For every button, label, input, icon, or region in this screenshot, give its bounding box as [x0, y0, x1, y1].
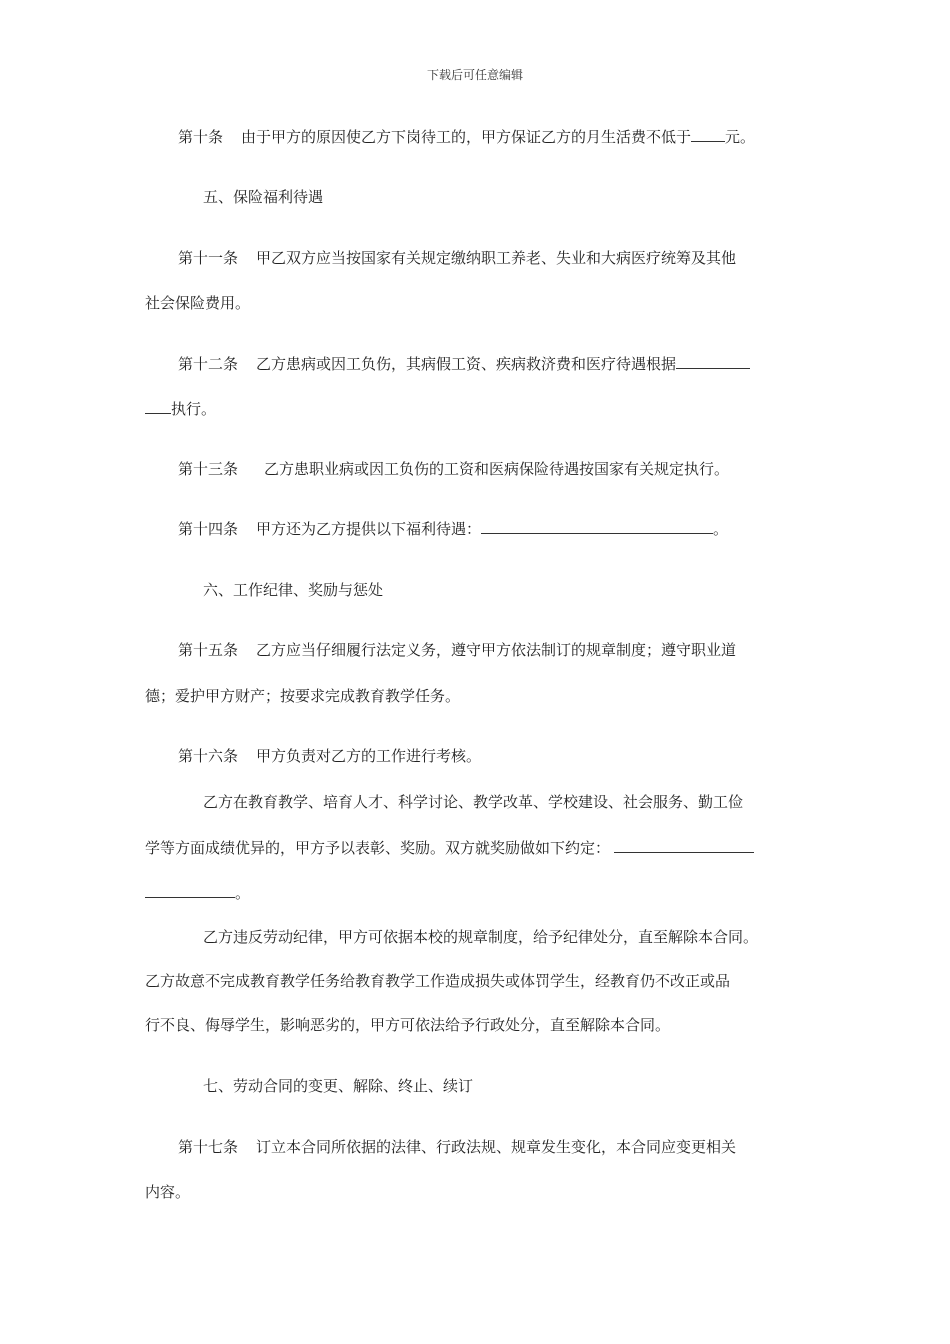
reward-paragraph-line-2	[145, 838, 754, 858]
article-text: 由于甲方的原因使乙方下岗待工的，甲方保证乙方的月生活费不低于	[241, 128, 692, 146]
article-text: 甲乙双方应当按国家有关规定缴纳职工养老、失业和大病医疗统筹及其他	[256, 249, 737, 267]
fill-blank	[614, 838, 754, 853]
article-17-cont: 内容。	[145, 1183, 191, 1201]
discipline-paragraph-line-2: 乙方故意不完成教育教学任务给教育教学工作造成损失或体罚学生，经教育仍不改正或品	[145, 972, 731, 990]
article-11	[178, 248, 736, 268]
article-tail: 。	[713, 520, 729, 538]
article-16	[178, 746, 481, 766]
article-text: 乙方应当仔细履行法定义务，遵守甲方依法制订的规章制度；遵守职业道	[256, 641, 737, 659]
reward-paragraph-line-3	[145, 883, 250, 903]
article-12-cont	[145, 399, 216, 419]
article-label: 第十七条	[178, 1138, 239, 1156]
article-text: 乙方患职业病或因工负伤的工资和医病保险待遇按国家有关规定执行。	[264, 460, 730, 478]
article-13	[178, 459, 729, 479]
article-15	[178, 640, 736, 660]
fill-blank	[145, 883, 235, 898]
fill-blank	[145, 399, 171, 414]
article-14	[178, 519, 728, 539]
article-text: 甲方还为乙方提供以下福利待遇：	[256, 520, 482, 538]
reward-paragraph-line-1: 乙方在教育教学、培育人才、科学讨论、教学改革、学校建设、社会服务、勤工俭	[203, 793, 744, 811]
section-heading-7: 七、劳动合同的变更、解除、终止、续订	[203, 1077, 474, 1095]
reward-tail: 。	[235, 884, 251, 902]
fill-blank	[481, 519, 713, 534]
discipline-paragraph-line-3: 行不良、侮辱学生，影响恶劣的，甲方可依法给予行政处分，直至解除本合同。	[145, 1016, 671, 1034]
fill-blank	[676, 354, 750, 369]
article-label: 第十二条	[178, 355, 239, 373]
reward-text: 学等方面成绩优异的，甲方予以表彰、奖励。双方就奖励做如下约定：	[145, 839, 611, 857]
article-text: 乙方患病或因工负伤，其病假工资、疾病救济费和医疗待遇根据	[256, 355, 677, 373]
discipline-paragraph-line-1: 乙方违反劳动纪律，甲方可依据本校的规章制度，给予纪律处分，直至解除本合同。	[203, 928, 759, 946]
section-heading-6: 六、工作纪律、奖励与惩处	[203, 581, 384, 599]
article-tail: 元。	[725, 128, 756, 146]
article-text: 订立本合同所依据的法律、行政法规、规章发生变化，本合同应变更相关	[256, 1138, 737, 1156]
page-header: 下载后可任意编辑	[426, 68, 523, 82]
article-label: 第十六条	[178, 747, 239, 765]
article-17	[178, 1137, 736, 1157]
article-label: 第十三条	[178, 460, 239, 478]
article-12	[178, 354, 750, 374]
article-label: 第十一条	[178, 249, 239, 267]
article-15-cont: 德；爱护甲方财产；按要求完成教育教学任务。	[145, 687, 461, 705]
section-heading-5: 五、保险福利待遇	[203, 188, 324, 206]
article-label: 第十条	[178, 128, 224, 146]
article-11-cont: 社会保险费用。	[145, 294, 251, 312]
fill-blank	[691, 127, 725, 142]
article-label: 第十五条	[178, 641, 239, 659]
article-text: 甲方负责对乙方的工作进行考核。	[256, 747, 482, 765]
article-10	[178, 127, 755, 147]
article-text: 执行。	[171, 400, 217, 418]
article-label: 第十四条	[178, 520, 239, 538]
